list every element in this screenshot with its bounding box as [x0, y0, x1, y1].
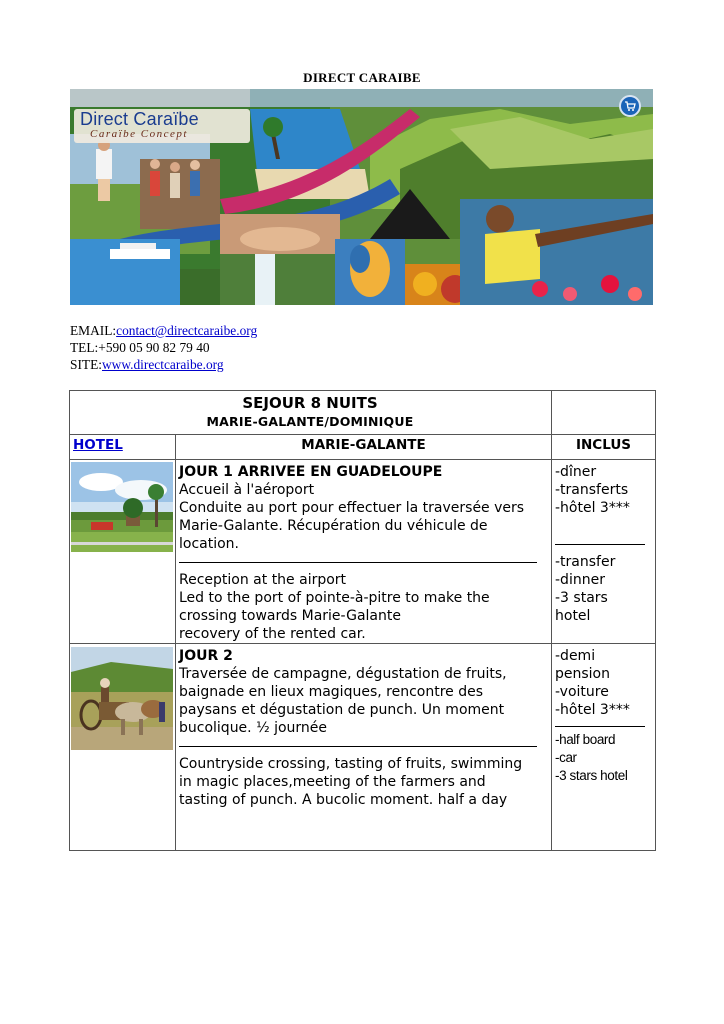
- day1-fr-line: location.: [179, 536, 239, 552]
- email-link[interactable]: contact@directcaraibe.org: [116, 323, 258, 338]
- day2-en-line: Countryside crossing, tasting of fruits, swimming: [179, 756, 523, 772]
- inclus-separator: [555, 544, 645, 545]
- inclus-item: -3 stars: [555, 590, 608, 606]
- inclus-item: -hôtel 3***: [555, 702, 630, 718]
- itinerary-table: [69, 390, 656, 851]
- inclus-item: -voiture: [555, 684, 609, 700]
- day1-inclus: [555, 463, 645, 625]
- table-subtitle: MARIE-GALANTE/DOMINIQUE: [206, 414, 414, 429]
- hotel-photo-1-image: [71, 462, 173, 552]
- tel-line: [70, 339, 257, 356]
- email-label: EMAIL:: [70, 323, 117, 338]
- inclus-item: -3 stars hotel: [555, 768, 628, 783]
- day1-fr-line: Conduite au port pour effectuer la traversée vers: [179, 500, 525, 516]
- inclus-item: -dîner: [555, 464, 597, 480]
- table-border: [69, 390, 656, 391]
- inclus-item: hotel: [555, 608, 591, 624]
- promo-banner: [70, 89, 653, 305]
- table-border: [69, 459, 656, 460]
- inclus-item: -transfer: [555, 554, 616, 570]
- day1-fr-line: Accueil à l'aéroport: [179, 482, 315, 498]
- hotel-photo-1: [71, 462, 173, 552]
- table-border: [69, 434, 656, 435]
- hotel-photo-2-image: [71, 647, 173, 750]
- table-title: SEJOUR 8 NUITS: [242, 394, 378, 412]
- tel-value: +590 05 90 82 79 40: [98, 340, 210, 355]
- shopping-cart-icon[interactable]: [619, 95, 641, 117]
- inclus-column-header: INCLUS: [575, 437, 632, 453]
- day2-en-line: in magic places,meeting of the farmers and: [179, 774, 486, 790]
- day2-fr-line: Traversée de campagne, dégustation de fruits,: [179, 666, 507, 682]
- day1-en-line: recovery of the rented car.: [179, 626, 366, 642]
- brand-logo: [74, 109, 250, 141]
- tel-label: TEL:: [70, 340, 99, 355]
- day2-description: [179, 647, 537, 809]
- inclus-item: -demi: [555, 648, 596, 664]
- day1-heading: JOUR 1 ARRIVEE EN GUADELOUPE: [179, 464, 443, 480]
- table-border: [69, 643, 656, 644]
- day2-inclus: [555, 647, 645, 785]
- inclus-item: pension: [555, 666, 610, 682]
- day1-en-line: Reception at the airport: [179, 572, 347, 588]
- document-title: DIRECT CARAIBE: [303, 70, 421, 85]
- day2-fr-line: baignade en lieux magiques, rencontre des: [179, 684, 484, 700]
- site-label: SITE:: [70, 357, 102, 372]
- inclus-item: -hôtel 3***: [555, 500, 630, 516]
- day2-fr-line: paysans et dégustation de punch. Un moment: [179, 702, 505, 718]
- day1-en-line: Led to the port of pointe-à-pitre to make the: [179, 590, 490, 606]
- hotel-column-link[interactable]: HOTEL: [73, 437, 123, 453]
- logo-sub-text: Caraïbe Concept: [90, 128, 188, 140]
- hotel-photo-2: [71, 647, 173, 750]
- inclus-item: -dinner: [555, 572, 605, 588]
- inclus-separator: [555, 726, 645, 727]
- day1-fr-line: Marie-Galante. Récupération du véhicule de: [179, 518, 488, 534]
- day2-heading: JOUR 2: [179, 648, 233, 664]
- main-column-header: MARIE-GALANTE: [301, 437, 426, 453]
- logo-main-text: Direct Caraïbe: [80, 109, 199, 129]
- inclus-item: -half board: [555, 732, 616, 747]
- language-separator: [179, 562, 537, 563]
- day2-fr-line: bucolique. ½ journée: [179, 720, 328, 736]
- day2-en-line: tasting of punch. A bucolic moment. half a day: [179, 792, 508, 808]
- table-border: [69, 850, 656, 851]
- site-link[interactable]: www.directcaraibe.org: [102, 357, 224, 372]
- inclus-item: -car: [555, 750, 577, 765]
- cart-glyph-icon: [624, 100, 636, 112]
- contact-info: [70, 322, 257, 373]
- day1-en-line: crossing towards Marie-Galante: [179, 608, 401, 624]
- email-line: [70, 322, 257, 339]
- language-separator: [179, 746, 537, 747]
- day1-description: [179, 463, 537, 643]
- site-line: [70, 356, 257, 373]
- inclus-item: -transferts: [555, 482, 629, 498]
